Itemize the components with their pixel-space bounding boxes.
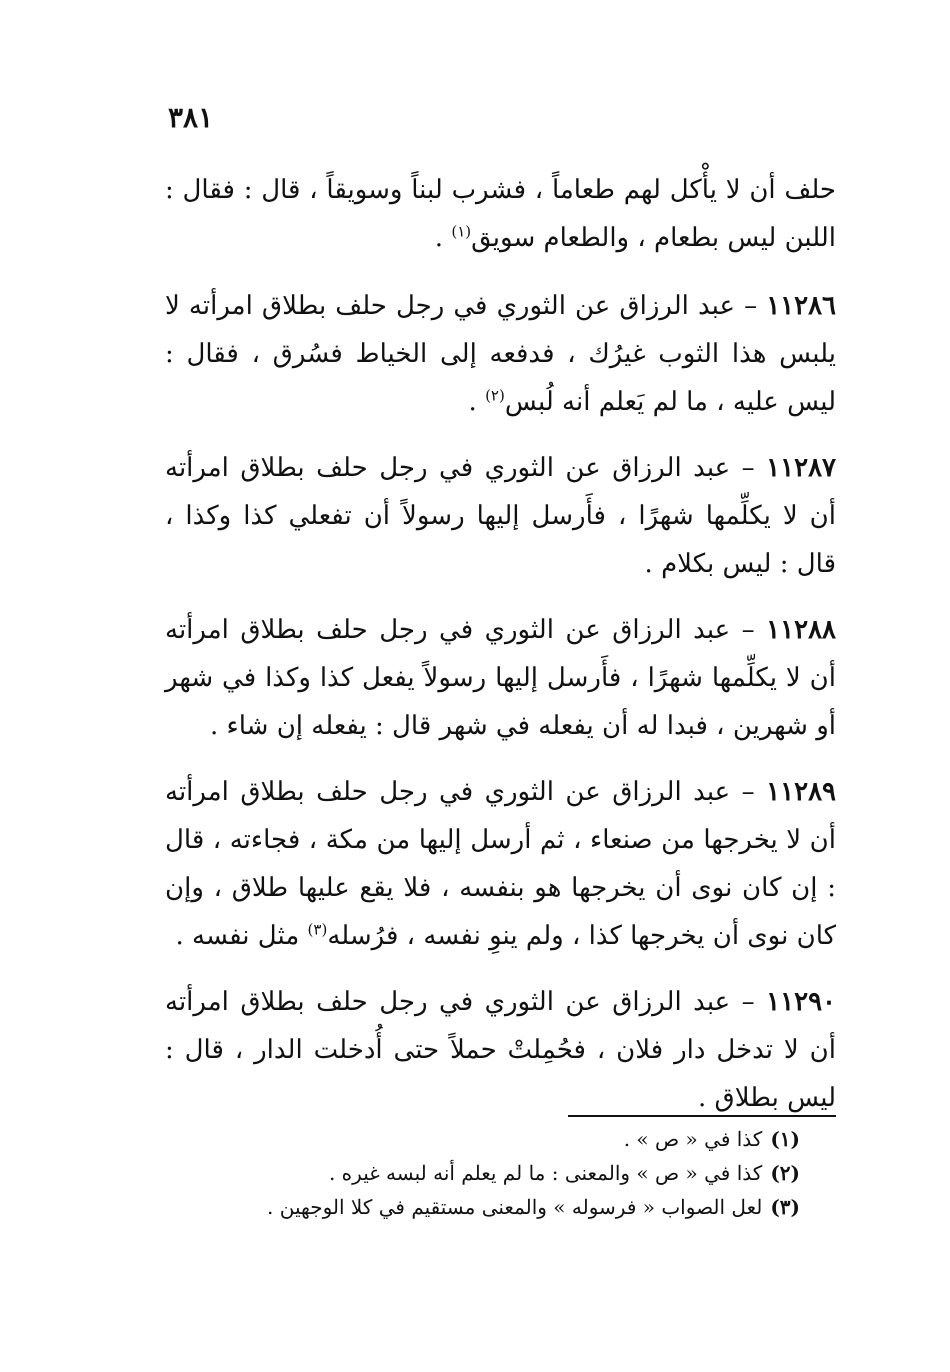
paragraph-tail: . — [468, 387, 486, 417]
hadith-entry: ١١٢٨٨ – عبد الرزاق عن الثوري في رجل حلف بطلاق امرأته أن لا يكلِّمها شهرًا ، فأَرسل إليها رسولاً يفعل كذا وكذا في شهر أو شهرين ، فبدا له أن يفعله في شهر قال : يفعله إن شاء . — [165, 615, 836, 741]
paragraph-text: عبد الرزاق عن الثوري في رجل حلف بطلاق امرأته أن لا يكلِّمها شهرًا ، فأَرسل إليها رسولاً أن تفعلي كذا وكذا ، قال : ليس بكلام . — [165, 453, 836, 579]
paragraph-tail: . — [434, 223, 452, 253]
footnote — [250, 1122, 800, 1156]
footnote-divider — [568, 1115, 836, 1117]
footnotes — [250, 1122, 800, 1224]
footnote-number: (٣) — [770, 1195, 800, 1219]
paragraph-text: عبد الرزاق عن الثوري في رجل حلف بطلاق امرأته أن لا تدخل دار فلان ، فحُمِلتْ حملاً حتى أُدخلت الدار ، قال : ليس بطلاق . — [165, 987, 836, 1113]
entry-number: ١١٢٩٠ — [766, 987, 836, 1017]
footnote-text: كذا في « ص » والمعنى : ما لم يعلم أنه لبسه غيره . — [328, 1161, 763, 1185]
hadith-entry: ١١٢٨٧ – عبد الرزاق عن الثوري في رجل حلف بطلاق امرأته أن لا يكلِّمها شهرًا ، فأَرسل إليها رسولاً أن تفعلي كذا وكذا ، قال : ليس بكلام . — [165, 453, 836, 579]
footnote — [250, 1156, 800, 1190]
footnote-text: لعل الصواب « فرسوله » والمعنى مستقيم في كلا الوجهين . — [267, 1195, 763, 1219]
entry-number: ١١٢٨٩ — [766, 777, 836, 807]
paragraph-text: عبد الرزاق عن الثوري في رجل حلف بطلاق امرأته أن لا يخرجها من صنعاء ، ثم أرسل إليها من مكة ، فجاءته ، قال : إن كان نوى أن يخرجها هو بنفسه ، فلا يقع عليها طلاق ، وإن كان نوى أن يخرجها كذا ، ولم ينوِ نفسه ، فرُسله — [165, 777, 836, 951]
hadith-entry: ١١٢٨٦ – عبد الرزاق عن الثوري في رجل حلف بطلاق امرأته لا يلبس هذا الثوب غيرُك ، فدفعه إلى الخياط فسُرق ، فقال : ليس عليه ، ما لم يَعلم أنه لُبس$^{(٢)}$ . — [165, 291, 837, 417]
entry-number: ١١٢٨٧ — [766, 453, 836, 483]
paragraph-text: عبد الرزاق عن الثوري في رجل حلف بطلاق امرأته لا يلبس هذا الثوب غيرُك ، فدفعه إلى الخياط فسُرق ، فقال : ليس عليه ، ما لم يَعلم أنه لُبس — [165, 291, 836, 417]
footnote-number: (١) — [770, 1127, 800, 1151]
paragraph-text: عبد الرزاق عن الثوري في رجل حلف بطلاق امرأته أن لا يكلِّمها شهرًا ، فأَرسل إليها رسولاً يفعل كذا وكذا في شهر أو شهرين ، فبدا له أن يفعله في شهر قال : يفعله إن شاء . — [165, 615, 836, 741]
footnote-reference: (١) — [451, 222, 472, 241]
footnote-reference: (٣) — [307, 920, 328, 939]
footnote-text: كذا في « ص » . — [623, 1127, 763, 1151]
entry-number: ١١٢٨٦ — [766, 291, 837, 321]
hadith-entry: ١١٢٩٠ – عبد الرزاق عن الثوري في رجل حلف بطلاق امرأته أن لا تدخل دار فلان ، فحُمِلتْ حملاً حتى أُدخلت الدار ، قال : ليس بطلاق . — [165, 987, 836, 1113]
paragraph-tail: مثل نفسه . — [175, 921, 308, 951]
paragraph-text: حلف أن لا يأْكل لهم طعاماً ، فشرب لبناً وسويقاً ، قال : فقال : اللبن ليس بطعام ، والطعام سويق — [165, 175, 836, 253]
paragraph-continuation — [165, 166, 836, 262]
hadith-entry: ١١٢٨٩ – عبد الرزاق عن الثوري في رجل حلف بطلاق امرأته أن لا يخرجها من صنعاء ، ثم أرسل إليها من مكة ، فجاءته ، قال : إن كان نوى أن يخرجها هو بنفسه ، فلا يقع عليها طلاق ، وإن كان نوى أن يخرجها كذا ، ولم ينوِ نفسه ، فرُسله$^{(٣)}$ مثل نفسه . — [165, 777, 836, 951]
main-text — [165, 166, 836, 1140]
footnote-reference: (٢) — [485, 386, 505, 405]
footnote — [250, 1190, 800, 1224]
page-number: ٣٨١ — [168, 101, 214, 134]
footnote-number: (٢) — [770, 1161, 800, 1185]
entry-number: ١١٢٨٨ — [766, 615, 836, 645]
